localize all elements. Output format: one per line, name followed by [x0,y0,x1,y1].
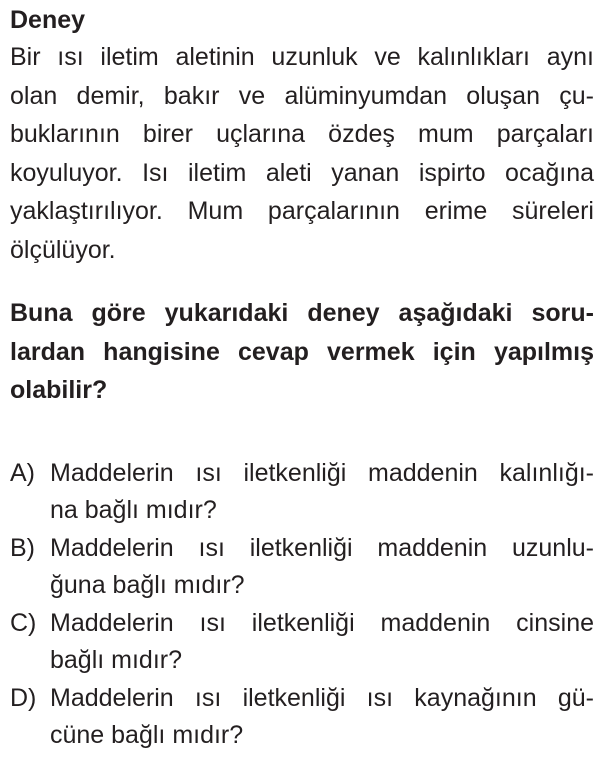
option-text [50,605,594,680]
option-line: bağlı mıdır? [50,646,183,674]
description-line: koyuluyor. Isı iletim aleti yanan ispirto ocağına [10,158,594,187]
answer-options [10,455,594,755]
question-stem [10,294,594,410]
description-line: ölçülüyor. [10,235,116,264]
description-line: Bir ısı iletim aletinin uzunluk ve kalınlıkları aynı [10,43,594,71]
option-b[interactable] [10,530,594,605]
question-line: Buna göre yukarıdaki deney aşağıdaki soru- [10,299,594,327]
description-line: olan demir, bakır ve alüminyumdan oluşan çu- [10,81,594,110]
option-a[interactable] [10,455,594,530]
option-d[interactable] [10,680,594,755]
option-letter: A) [10,458,35,487]
option-line: cüne bağlı mıdır? [50,721,244,749]
option-line: Maddelerin ısı iletkenliği maddenin uzunlu- [50,533,594,562]
option-line: Maddelerin ısı iletkenliği ısı kaynağının gü- [50,683,594,712]
description-line: yaklaştırılıyor. Mum parçalarının erime süreleri [10,197,594,225]
option-letter: B) [10,533,35,562]
option-letter: C) [10,608,37,637]
option-line: Maddelerin ısı iletkenliği maddenin kalınlığı- [50,458,594,487]
option-text [50,530,594,605]
experiment-heading: Deney [10,6,86,34]
question-line: olabilir? [10,376,108,404]
experiment-description [10,38,594,269]
question-line: lardan hangisine cevap vermek için yapılmış [10,337,594,366]
option-text [50,680,594,755]
option-letter: D) [10,683,37,712]
option-c[interactable] [10,605,594,680]
description-line: buklarının birer uçlarına özdeş mum parçaları [10,120,594,148]
option-line: ğuna bağlı mıdır? [50,571,245,599]
option-text [50,455,594,530]
option-line: na bağlı mıdır? [50,496,217,524]
option-line: Maddelerin ısı iletkenliği maddenin cinsine [50,608,594,637]
